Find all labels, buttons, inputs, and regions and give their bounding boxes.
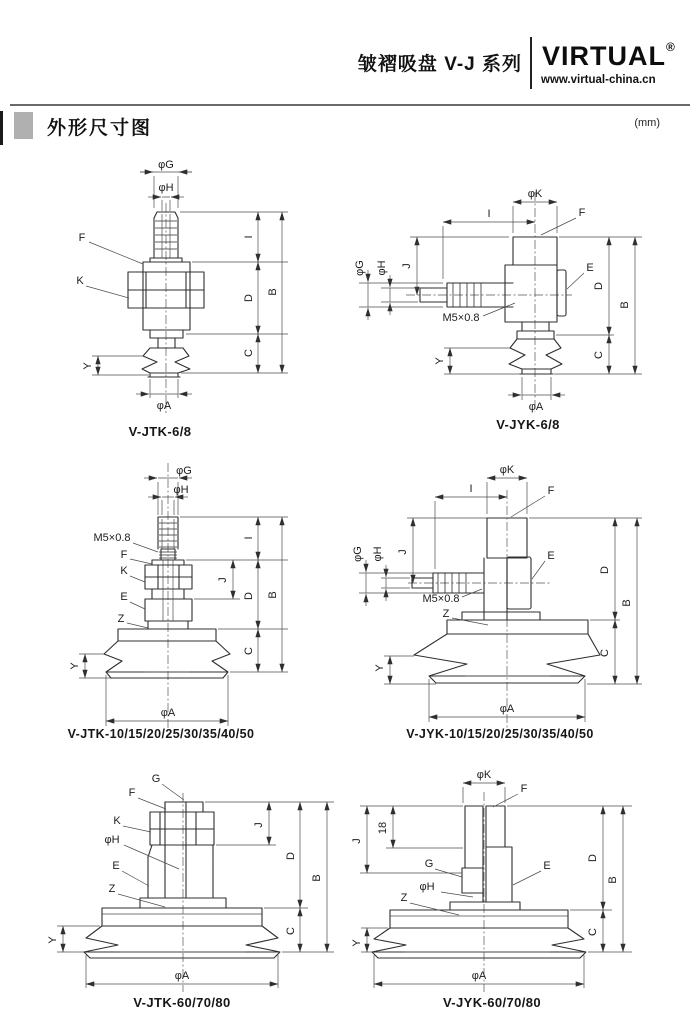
dim-label-i: I [487,208,491,220]
dim-label-e: E [586,262,594,274]
diagram-v-jtk-10-50 [55,455,345,745]
unit-note: (mm) [634,117,660,129]
dim-label-thread: M5×0.8 [442,312,480,324]
dim-label-y: Y [47,936,59,944]
dim-label-f: F [120,549,128,561]
dim-label-d: D [285,852,297,860]
dim-label-phi-h: φH [419,881,435,893]
dim-label-i: I [469,483,473,495]
dim-label-e: E [112,860,120,872]
dim-label-d: D [587,854,599,862]
dim-label-f: F [547,485,555,497]
dim-label-phi-g: φG [354,260,366,276]
dim-label-phi-a: φA [174,970,190,982]
dim-label-k: K [120,565,128,577]
brand-website: www.virtual-china.cn [541,74,656,86]
dim-label-phi-a: φA [528,401,544,413]
dimensions [69,465,288,726]
dim-label-phi-a: φA [471,970,487,982]
dim-label-phi-h: φH [173,484,189,496]
dim-label-phi-a: φA [499,703,515,715]
dim-label-b: B [267,591,279,599]
dim-label-d: D [243,592,255,600]
dim-label-z: Z [442,608,450,620]
dim-label-f: F [78,232,86,244]
diagram-v-jtk-6-8 [60,145,315,435]
dim-label-c: C [599,649,611,657]
dim-label-phi-a: φA [156,400,172,412]
dim-label-b: B [607,876,619,884]
dim-label-c: C [243,647,255,655]
page-edge-mark [0,111,3,145]
dim-label-c: C [593,351,605,359]
diagram-caption: V-JYK-60/70/80 [442,995,542,1010]
dim-label-c: C [587,928,599,936]
dim-label-i: I [243,536,255,540]
dim-label-b: B [267,288,279,296]
dim-label-b: B [621,599,633,607]
dim-label-b: B [619,301,631,309]
dim-label-z: Z [400,892,408,904]
dim-label-d: D [599,566,611,574]
diagram-v-jtk-60-80 [47,765,350,1015]
dim-label-y: Y [374,664,386,672]
dim-label-f: F [578,207,586,219]
part-outline [408,490,600,728]
dim-label-j: J [401,263,413,269]
registered-mark: ® [666,40,675,54]
dim-label-phi-h: φH [104,834,120,846]
header-rule [10,104,690,106]
dim-label-phi-h: φH [158,182,174,194]
dim-label-thread: M5×0.8 [422,593,460,605]
dim-label-y: Y [434,357,446,365]
dimensions [76,159,288,412]
dim-label-phi-k: φK [476,769,492,781]
dim-label-18: 18 [377,821,389,835]
part-outline [128,203,204,413]
dimensions [354,188,642,413]
diagram-caption: V-JYK-6/8 [496,417,560,432]
dim-label-j: J [397,549,409,555]
dim-label-phi-g: φG [176,465,192,477]
dim-label-k: K [113,815,121,827]
dim-label-j: J [253,822,265,828]
brand-name: VIRTUAL [542,41,666,71]
diagram-v-jyk-60-80 [350,765,695,1015]
dim-label-thread: M5×0.8 [93,532,131,544]
dim-label-b: B [311,874,323,882]
diagram-caption: V-JTK-60/70/80 [133,995,231,1010]
diagram-v-jyk-6-8 [345,160,695,440]
header-divider [530,37,532,89]
dim-label-z: Z [117,613,125,625]
dim-label-y: Y [351,939,363,947]
dim-label-phi-k: φK [527,188,543,200]
dim-label-d: D [243,294,255,302]
dim-label-e: E [543,860,551,872]
dim-label-g: G [424,858,434,870]
diagram-caption: V-JTK-6/8 [128,424,192,439]
dim-label-e: E [547,550,555,562]
dim-label-j: J [351,838,363,844]
dim-label-phi-g: φG [158,159,174,171]
dim-label-e: E [120,591,128,603]
brand-logo [542,40,675,72]
dimensions [351,769,632,988]
dim-label-phi-h: φH [372,546,384,562]
dim-label-f: F [520,783,528,795]
section-bullet-square [14,112,33,139]
dim-label-i: I [243,235,255,239]
dim-label-j: J [217,577,229,583]
dim-label-y: Y [82,362,94,370]
section-title: 外形尺寸图 [47,118,153,139]
dim-label-g: G [151,773,161,785]
diagram-caption: V-JTK-10/15/20/25/30/35/40/50 [67,727,255,741]
dim-label-z: Z [108,883,116,895]
dim-label-k: K [76,275,84,287]
dim-label-phi-g: φG [352,546,364,562]
dim-label-d: D [593,282,605,290]
dim-label-phi-h: φH [376,260,388,276]
dim-label-y: Y [69,662,81,670]
diagram-caption: V-JYK-10/15/20/25/30/35/40/50 [406,727,594,741]
dim-label-c: C [285,927,297,935]
dim-label-phi-a: φA [160,707,176,719]
product-series-title: 皱褶吸盘 V-J 系列 [357,54,522,75]
diagram-v-jyk-10-50 [345,455,695,745]
part-outline [406,192,572,412]
dimensions [47,773,334,988]
dim-label-c: C [243,349,255,357]
dim-label-f: F [128,787,136,799]
dim-label-phi-k: φK [499,464,515,476]
